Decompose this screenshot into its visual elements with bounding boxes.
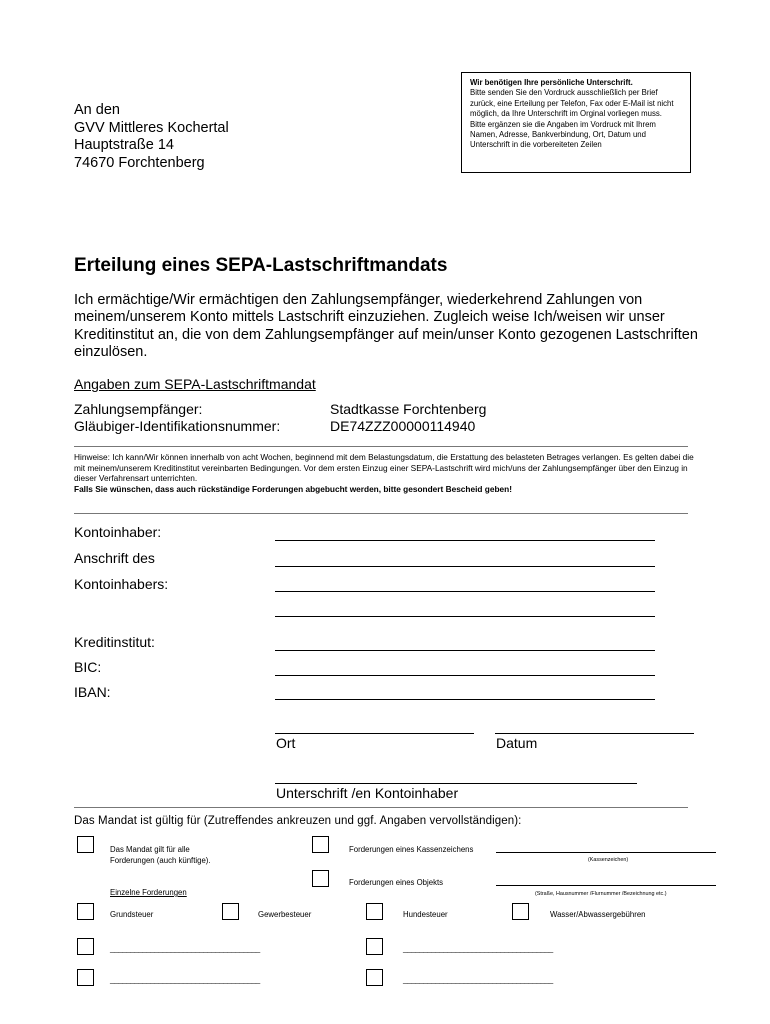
bic-line[interactable] [275, 675, 655, 676]
notice-text-1: Bitte senden Sie den Vordruck ausschließlich per Brief zurück, eine Erteilung per Telefon, Fax oder E-Mail ist nicht möglich, da Ihre Unterschrift im Orginal vorliegen muss. [470, 88, 674, 119]
signature-caption: Unterschrift /en Kontoinhaber [276, 785, 459, 801]
payee-value: Stadtkasse Forchtenberg [330, 401, 487, 417]
notice-text-2: Bitte ergänzen sie die Angaben im Vordruck mit Ihrem Namen, Adresse, Bankverbindung, Ort, Datum und Unterschrift in die vorbereiteten Zeilen [470, 119, 656, 150]
trade-tax-checkbox[interactable] [222, 903, 239, 920]
recipient-line-1: An den [74, 102, 120, 118]
hints-bold: Falls Sie wünschen, dass auch rückständige Forderungen abgebucht werden, bitte gesondert Bescheid geben! [74, 484, 512, 495]
cash-ref-label: Forderungen eines Kassenzeichens [349, 845, 474, 854]
divider [74, 513, 688, 514]
hints-block [74, 452, 694, 495]
cash-ref-checkbox[interactable] [312, 836, 329, 853]
hints-text: Hinweise: Ich kann/Wir können innerhalb von acht Wochen, beginnend mit dem Belastungsdatum, die Erstattung des belasteten Betrages verlangen. Es gelten dabei die mit meinem/unserem Kreditinstitut vereinbarten Bedingungen. Vor dem ersten Einzug einer SEPA-Lastschrift wird mich/uns der Zahlungsempfänger über den Einzug in dieser Verfahrensart unterrichten. [74, 452, 694, 484]
object-label: Forderungen eines Objekts [349, 878, 444, 887]
mandate-intro: Ich ermächtige/Wir ermächtigen den Zahlungsempfänger, wiederkehrend Zahlungen von meinem/unserem Konto mittels Lastschrift einzuziehen. Zugleich weise Ich/weisen wir unser Kreditinstitut an, die von dem Zahlungsempfänger auf mein/unser Konto gezogenen Lastschriften einzulösen. [74, 292, 698, 360]
other-claim-line-3[interactable]: _____________________________________ [110, 975, 260, 984]
cash-ref-hint: (Kassenzeichen) [588, 857, 629, 863]
payee-label: Zahlungsempfänger: [74, 401, 203, 417]
place-line[interactable] [275, 733, 474, 734]
dog-tax-checkbox[interactable] [366, 903, 383, 920]
divider [74, 807, 688, 808]
mandate-section-heading: Angaben zum SEPA-Lastschriftmandat [74, 376, 316, 392]
water-fees-label: Wasser/Abwassergebühren [550, 910, 646, 919]
creditor-id-value: DE74ZZZ00000114940 [330, 418, 476, 434]
address-line-1[interactable] [275, 566, 655, 567]
signature-line[interactable] [275, 783, 637, 784]
signature-notice-box [461, 72, 691, 173]
all-claims-checkbox[interactable] [77, 836, 94, 853]
recipient-line-3: Hauptstraße 14 [74, 137, 174, 153]
address-line-2[interactable] [275, 591, 655, 592]
water-fees-checkbox[interactable] [512, 903, 529, 920]
other-claim-checkbox-1[interactable] [77, 938, 94, 955]
iban-label: IBAN: [74, 684, 111, 700]
iban-line[interactable] [275, 699, 655, 700]
notice-heading: Wir benötigen Ihre persönliche Unterschrift. [470, 78, 633, 87]
date-caption: Datum [496, 735, 538, 751]
account-holder-line[interactable] [275, 540, 655, 541]
bank-line[interactable] [275, 650, 655, 651]
address-label-1: Anschrift des [74, 550, 155, 566]
bank-label: Kreditinstitut: [74, 634, 155, 650]
recipient-line-2: GVV Mittleres Kochertal [74, 119, 229, 136]
other-claim-line-4[interactable]: _____________________________________ [403, 975, 553, 984]
other-claim-checkbox-3[interactable] [77, 969, 94, 986]
place-caption: Ort [276, 735, 296, 751]
account-holder-label: Kontoinhaber: [74, 524, 162, 540]
bic-label: BIC: [74, 659, 102, 675]
other-claim-line-1[interactable]: _____________________________________ [110, 944, 260, 953]
date-line[interactable] [495, 733, 694, 734]
object-hint: (Straße, Hausnummer /Flurnummer /Bezeichnung etc.) [535, 891, 667, 897]
page-title: Erteilung eines SEPA-Lastschriftmandats [74, 255, 448, 276]
other-claim-checkbox-2[interactable] [366, 938, 383, 955]
other-claim-checkbox-4[interactable] [366, 969, 383, 986]
recipient-line-4: 74670 Forchtenberg [74, 154, 205, 171]
all-claims-label [110, 845, 211, 866]
recipient-address [74, 102, 229, 172]
address-label-2: Kontoinhabers: [74, 576, 169, 592]
all-claims-line-1: Das Mandat gilt für alle [110, 845, 190, 854]
other-claim-line-2[interactable]: _____________________________________ [403, 944, 553, 953]
address-line-3[interactable] [275, 616, 655, 617]
divider [74, 446, 688, 447]
all-claims-line-2: Forderungen (auch künftige). [110, 855, 211, 865]
property-tax-label: Grundsteuer [110, 910, 154, 919]
validity-heading: Das Mandat ist gültig für (Zutreffendes ankreuzen und ggf. Angaben vervollständigen): [74, 815, 522, 827]
single-claims-heading: Einzelne Forderungen [110, 888, 187, 897]
object-checkbox[interactable] [312, 870, 329, 887]
dog-tax-label: Hundesteuer [403, 910, 448, 919]
object-line[interactable] [496, 885, 716, 886]
property-tax-checkbox[interactable] [77, 903, 94, 920]
trade-tax-label: Gewerbesteuer [258, 910, 312, 919]
creditor-id-label: Gläubiger-Identifikationsnummer: [74, 418, 281, 434]
cash-ref-line[interactable] [496, 852, 716, 853]
